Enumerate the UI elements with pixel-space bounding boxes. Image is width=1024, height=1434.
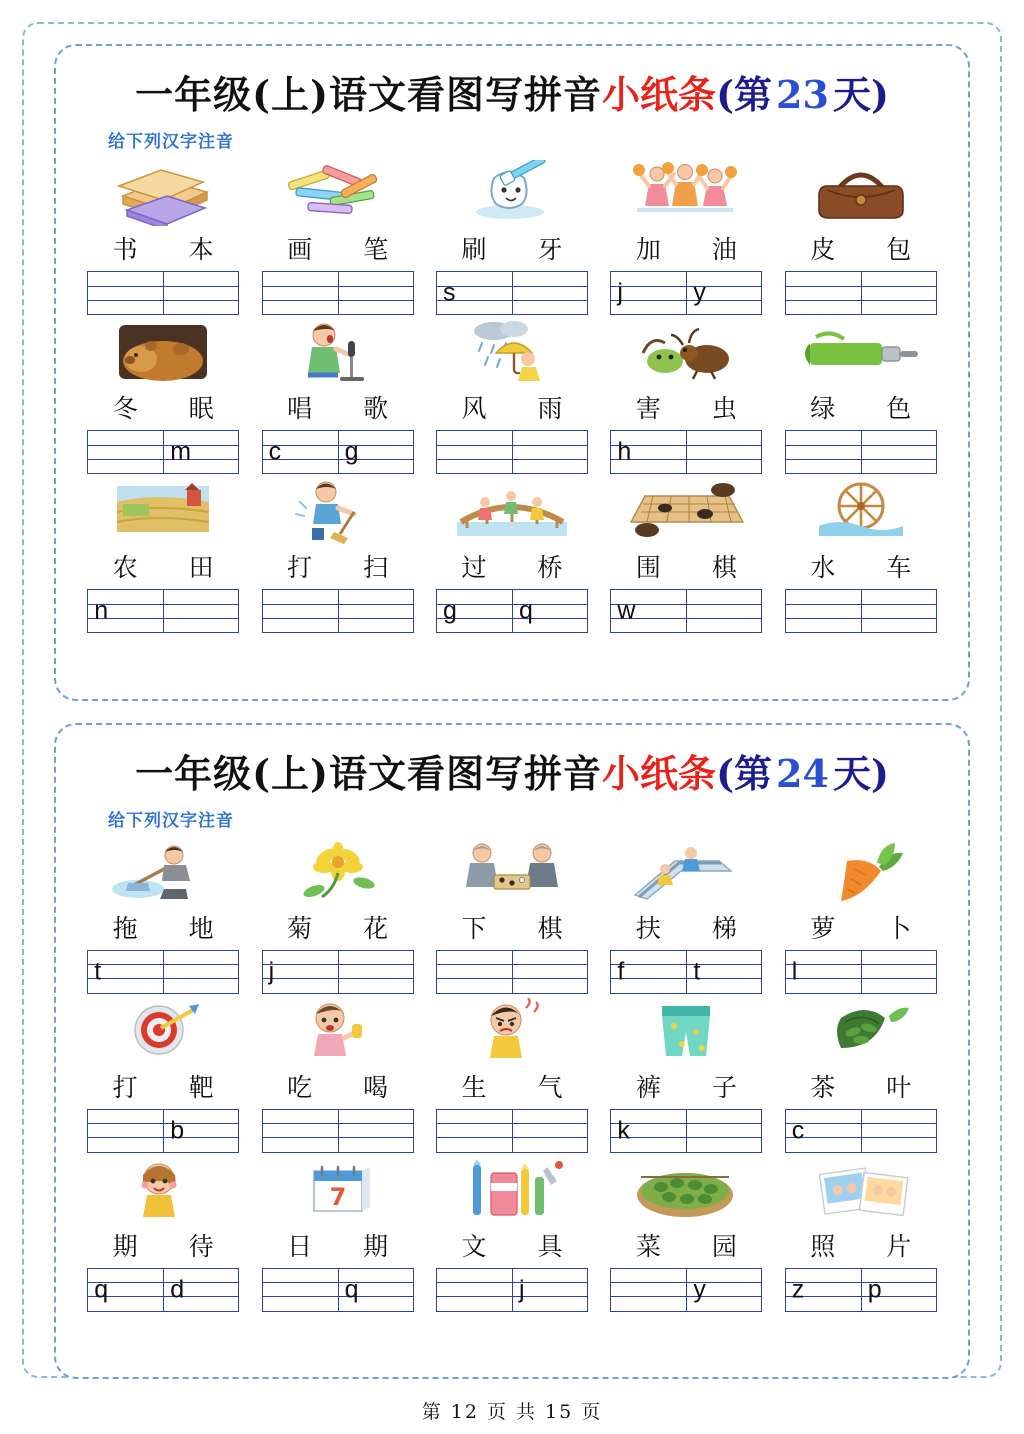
exercise-item	[603, 837, 769, 994]
char-2: 桥	[537, 553, 563, 582]
exercise-item	[778, 158, 944, 315]
pinyin-cell-1[interactable]	[88, 951, 163, 993]
pinyin-answer-box[interactable]	[87, 271, 239, 315]
exercise-item	[778, 996, 944, 1153]
char-1: 生	[461, 1072, 487, 1102]
pinyin-hint-1: n	[94, 596, 109, 625]
pinyin-hint-1: w	[617, 596, 636, 625]
exercise-item	[603, 158, 769, 315]
char-1: 扶	[635, 913, 661, 943]
pinyin-cell-1[interactable]	[263, 951, 338, 993]
pinyin-hint-2: y	[693, 278, 706, 307]
char-1: 日	[287, 1231, 313, 1261]
water-wheel-icon	[785, 476, 937, 546]
pinyin-cell-2[interactable]	[163, 951, 238, 993]
exercise-item	[603, 1155, 769, 1312]
char-2: 棋	[537, 913, 563, 943]
char-2: 虫	[711, 394, 737, 423]
chrysanthemum-icon	[262, 837, 414, 907]
pinyin-cell-2[interactable]	[512, 1110, 587, 1152]
pinyin-cell-1[interactable]	[611, 1110, 686, 1152]
char-2: 喝	[363, 1072, 389, 1102]
word-characters	[436, 548, 588, 584]
pinyin-cell-2[interactable]	[338, 272, 413, 314]
pinyin-answer-box[interactable]	[262, 950, 414, 994]
char-2: 片	[886, 1231, 912, 1261]
word-characters	[785, 548, 937, 584]
exercise-item	[429, 158, 595, 315]
pinyin-hint-2: q	[344, 1275, 359, 1303]
pinyin-answer-box[interactable]	[436, 950, 588, 994]
title-highlight: 小纸条	[602, 750, 717, 796]
exercise-item	[80, 317, 246, 474]
word-characters	[262, 909, 414, 945]
pinyin-hint-2: j	[518, 1275, 525, 1303]
exercise-item	[778, 317, 944, 474]
pinyin-cell-1[interactable]	[263, 1110, 338, 1152]
pinyin-hint-1: t	[94, 957, 102, 985]
word-characters	[436, 230, 588, 266]
char-2: 花	[363, 913, 389, 943]
pinyin-cell-1[interactable]	[786, 951, 861, 993]
pinyin-cell-2[interactable]	[686, 590, 761, 632]
pinyin-answer-box[interactable]	[436, 589, 588, 633]
title-highlight: 小纸条	[602, 72, 717, 117]
expecting-girl-icon	[87, 1155, 239, 1225]
char-2: 棋	[711, 553, 737, 582]
char-1: 菜	[635, 1231, 661, 1261]
pinyin-cell-2[interactable]	[338, 590, 413, 632]
title-paren-open: (第	[716, 72, 773, 117]
pinyin-cell-2[interactable]	[686, 272, 761, 314]
char-2: 扫	[363, 553, 389, 582]
char-2: 靶	[188, 1072, 214, 1102]
word-characters	[610, 1068, 762, 1104]
word-characters	[87, 909, 239, 945]
pinyin-answer-box[interactable]	[610, 950, 762, 994]
pest-bug-icon	[610, 317, 762, 387]
char-2: 地	[188, 913, 214, 943]
char-2: 眠	[188, 394, 214, 423]
word-characters	[87, 1227, 239, 1263]
pinyin-cell-2[interactable]	[686, 1269, 761, 1311]
pinyin-cell-2[interactable]	[686, 1110, 761, 1152]
exercise-grid	[56, 831, 968, 1312]
pinyin-cell-1[interactable]	[786, 590, 861, 632]
exercise-item	[80, 476, 246, 633]
char-1: 冬	[112, 394, 138, 423]
char-1: 画	[287, 235, 313, 264]
pinyin-hint-1: h	[617, 437, 632, 466]
pinyin-answer-box[interactable]	[87, 430, 239, 474]
pinyin-answer-box[interactable]	[87, 950, 239, 994]
char-1: 吃	[287, 1072, 313, 1102]
mopping-icon	[87, 837, 239, 907]
stationery-icon	[436, 1155, 588, 1225]
word-characters	[785, 389, 937, 425]
tea-leaf-icon	[785, 996, 937, 1066]
word-characters	[610, 230, 762, 266]
dart-target-icon	[87, 996, 239, 1066]
title-paren-close: 天)	[832, 750, 889, 796]
title-prefix: 一年级(上)语文看图写拼音	[135, 72, 603, 117]
word-characters	[262, 1227, 414, 1263]
pinyin-cell-1[interactable]	[437, 1269, 512, 1311]
exercise-item	[254, 837, 420, 994]
exercise-item	[429, 317, 595, 474]
char-1: 打	[112, 1072, 138, 1102]
pens-icon	[262, 158, 414, 228]
pinyin-answer-box[interactable]	[785, 589, 937, 633]
pinyin-hint-1: q	[94, 1275, 109, 1303]
pinyin-hint-1: c	[268, 437, 282, 466]
pinyin-cell-1[interactable]	[437, 1110, 512, 1152]
angry-boy-icon	[436, 996, 588, 1066]
eating-girl-icon	[262, 996, 414, 1066]
pants-icon	[610, 996, 762, 1066]
pinyin-answer-box[interactable]	[87, 1268, 239, 1312]
exercise-item	[80, 158, 246, 315]
pinyin-cell-2[interactable]	[163, 590, 238, 632]
photos-icon	[785, 1155, 937, 1225]
char-2: 具	[537, 1231, 563, 1261]
pinyin-answer-box[interactable]	[610, 271, 762, 315]
pinyin-cell-1[interactable]	[263, 431, 338, 473]
exercise-item	[80, 996, 246, 1153]
exercise-item	[254, 317, 420, 474]
pinyin-cell-1[interactable]	[611, 951, 686, 993]
hibernating-bear-icon	[87, 317, 239, 387]
char-1: 照	[810, 1231, 836, 1261]
pinyin-cell-1[interactable]	[786, 1269, 861, 1311]
exercise-item	[429, 996, 595, 1153]
char-1: 风	[461, 394, 487, 423]
pinyin-cell-2[interactable]	[861, 431, 936, 473]
pinyin-cell-2[interactable]	[163, 1110, 238, 1152]
word-characters	[87, 1068, 239, 1104]
pinyin-answer-box[interactable]	[610, 589, 762, 633]
char-2: 牙	[537, 235, 563, 264]
word-characters	[262, 548, 414, 584]
pinyin-answer-box[interactable]	[785, 271, 937, 315]
pinyin-answer-box[interactable]	[785, 1109, 937, 1153]
pinyin-answer-box[interactable]	[436, 430, 588, 474]
rain-umbrella-icon	[436, 317, 588, 387]
calendar-icon	[262, 1155, 414, 1225]
page-footer: 第 12 页 共 15 页	[421, 1401, 603, 1423]
char-1: 书	[112, 235, 138, 264]
pinyin-cell-2[interactable]	[861, 1110, 936, 1152]
char-2: 叶	[886, 1072, 912, 1102]
word-characters	[436, 1227, 588, 1263]
pinyin-answer-box[interactable]	[262, 430, 414, 474]
word-characters	[785, 1068, 937, 1104]
word-characters	[262, 230, 414, 266]
char-2: 梯	[711, 913, 737, 943]
char-1: 茶	[810, 1072, 836, 1102]
word-characters	[785, 909, 937, 945]
pinyin-cell-1[interactable]	[786, 272, 861, 314]
word-characters	[610, 548, 762, 584]
char-2: 色	[886, 394, 912, 423]
char-1: 唱	[287, 394, 313, 423]
pinyin-cell-2[interactable]	[338, 1269, 413, 1311]
word-characters	[785, 1227, 937, 1263]
handbag-icon	[785, 158, 937, 228]
pinyin-cell-2[interactable]	[861, 951, 936, 993]
pinyin-cell-1[interactable]	[786, 1110, 861, 1152]
word-characters	[436, 389, 588, 425]
char-1: 围	[635, 553, 661, 582]
char-1: 害	[635, 394, 661, 423]
char-1: 刷	[461, 235, 487, 264]
pinyin-answer-box[interactable]	[436, 1268, 588, 1312]
pinyin-hint-1: l	[791, 957, 798, 985]
escalator-icon	[610, 837, 762, 907]
title-paren-close: 天)	[832, 72, 889, 117]
pinyin-cell-2[interactable]	[338, 1110, 413, 1152]
pinyin-answer-box[interactable]	[262, 589, 414, 633]
pinyin-cell-2[interactable]	[512, 272, 587, 314]
pinyin-cell-2[interactable]	[512, 1269, 587, 1311]
worksheet-card-day-23	[54, 44, 970, 701]
pinyin-cell-1[interactable]	[263, 1269, 338, 1311]
char-2: 车	[886, 553, 912, 582]
pinyin-hint-2: y	[693, 1275, 706, 1303]
worksheet-card-day-24	[54, 723, 970, 1380]
char-1: 加	[635, 235, 661, 264]
pinyin-cell-1[interactable]	[611, 1269, 686, 1311]
playing-chess-icon	[436, 837, 588, 907]
char-1: 拖	[112, 913, 138, 943]
pinyin-cell-2[interactable]	[163, 272, 238, 314]
cheer-icon	[610, 158, 762, 228]
exercise-item	[778, 837, 944, 994]
exercise-grid	[56, 152, 968, 633]
exercise-item	[254, 1155, 420, 1312]
svg-text:7: 7	[329, 1182, 346, 1211]
char-1: 打	[287, 553, 313, 582]
pinyin-cell-1[interactable]	[437, 272, 512, 314]
pinyin-hint-2: b	[170, 1116, 185, 1144]
char-2: 子	[711, 1072, 737, 1102]
exercise-item	[603, 476, 769, 633]
char-1: 过	[461, 553, 487, 582]
word-characters	[610, 389, 762, 425]
char-2: 园	[711, 1231, 737, 1261]
pinyin-answer-box[interactable]	[436, 1109, 588, 1153]
pinyin-cell-2[interactable]	[861, 590, 936, 632]
word-characters	[610, 1227, 762, 1263]
word-characters	[436, 1068, 588, 1104]
exercise-item	[429, 837, 595, 994]
char-2: 卜	[886, 913, 912, 943]
pinyin-cell-2[interactable]	[163, 1269, 238, 1311]
word-characters	[262, 1068, 414, 1104]
word-characters	[87, 389, 239, 425]
carrot-icon	[785, 837, 937, 907]
title-day-number: 24	[776, 750, 829, 796]
pinyin-cell-1[interactable]	[263, 272, 338, 314]
char-1: 下	[461, 913, 487, 943]
pinyin-cell-2[interactable]	[861, 1269, 936, 1311]
pinyin-hint-2: t	[693, 957, 701, 985]
pinyin-cell-2[interactable]	[338, 951, 413, 993]
title-paren-open: (第	[716, 750, 773, 796]
char-2: 包	[886, 235, 912, 264]
word-characters	[87, 548, 239, 584]
title-day-number: 23	[776, 72, 829, 117]
char-1: 绿	[810, 394, 836, 423]
pinyin-cell-2[interactable]	[861, 272, 936, 314]
char-2: 田	[188, 553, 214, 582]
pinyin-hint-2: d	[170, 1275, 185, 1303]
vegetable-garden-icon	[610, 1155, 762, 1225]
pinyin-hint-1: s	[442, 278, 456, 307]
pinyin-cell-1[interactable]	[611, 590, 686, 632]
pinyin-answer-box[interactable]	[262, 1109, 414, 1153]
pinyin-cell-1[interactable]	[88, 431, 163, 473]
singing-boy-icon	[262, 317, 414, 387]
pinyin-hint-2: p	[867, 1275, 882, 1303]
pinyin-cell-1[interactable]	[437, 590, 512, 632]
pinyin-cell-2[interactable]	[163, 431, 238, 473]
exercise-item	[80, 1155, 246, 1312]
pinyin-cell-2[interactable]	[512, 951, 587, 993]
pinyin-hint-1: j	[617, 278, 623, 307]
pinyin-cell-2[interactable]	[338, 431, 413, 473]
char-2: 本	[188, 235, 214, 264]
char-1: 菊	[287, 913, 313, 943]
green-paint-icon	[785, 317, 937, 387]
exercise-item	[603, 996, 769, 1153]
word-characters	[87, 230, 239, 266]
char-2: 油	[711, 235, 737, 264]
exercise-item	[778, 1155, 944, 1312]
pinyin-cell-1[interactable]	[437, 951, 512, 993]
pinyin-hint-1: c	[791, 1116, 805, 1144]
exercise-item	[254, 158, 420, 315]
pinyin-answer-box[interactable]	[262, 271, 414, 315]
pinyin-cell-1[interactable]	[88, 590, 163, 632]
title-prefix: 一年级(上)语文看图写拼音	[135, 750, 603, 796]
pinyin-cell-1[interactable]	[611, 272, 686, 314]
pinyin-hint-2: m	[170, 437, 192, 466]
exercise-item	[429, 1155, 595, 1312]
pinyin-answer-box[interactable]	[262, 1268, 414, 1312]
char-2: 待	[188, 1231, 214, 1261]
char-1: 水	[810, 553, 836, 582]
sweeping-boy-icon	[262, 476, 414, 546]
farm-field-icon	[87, 476, 239, 546]
books-icon	[87, 158, 239, 228]
card-subtitle: 给下列汉字注音	[108, 810, 234, 830]
char-1: 文	[461, 1231, 487, 1261]
card-title	[56, 743, 968, 798]
pinyin-hint-1: k	[617, 1116, 630, 1144]
pinyin-hint-1: j	[268, 957, 275, 985]
pinyin-cell-1[interactable]	[263, 590, 338, 632]
exercise-item	[429, 476, 595, 633]
pinyin-cell-1[interactable]	[437, 431, 512, 473]
exercise-item	[778, 476, 944, 633]
pinyin-hint-1: z	[791, 1275, 805, 1303]
char-2: 歌	[363, 394, 389, 423]
char-2: 笔	[363, 235, 389, 264]
char-1: 农	[112, 553, 138, 582]
pinyin-cell-2[interactable]	[686, 431, 761, 473]
pinyin-answer-box[interactable]	[87, 1109, 239, 1153]
exercise-item	[603, 317, 769, 474]
pinyin-cell-1[interactable]	[88, 1110, 163, 1152]
char-1: 裤	[635, 1072, 661, 1102]
pinyin-answer-box[interactable]	[87, 589, 239, 633]
pinyin-answer-box[interactable]	[436, 271, 588, 315]
exercise-item	[254, 996, 420, 1153]
pinyin-cell-2[interactable]	[512, 431, 587, 473]
pinyin-answer-box[interactable]	[610, 430, 762, 474]
pinyin-answer-box[interactable]	[610, 1268, 762, 1312]
char-1: 皮	[810, 235, 836, 264]
exercise-item	[254, 476, 420, 633]
pinyin-hint-2: g	[344, 437, 359, 466]
char-2: 雨	[537, 394, 563, 423]
toothbrush-icon	[436, 158, 588, 228]
char-1: 萝	[810, 913, 836, 943]
bridge-icon	[436, 476, 588, 546]
go-board-icon	[610, 476, 762, 546]
pinyin-hint-1: g	[442, 596, 457, 625]
pinyin-cell-1[interactable]	[88, 272, 163, 314]
pinyin-cell-2[interactable]	[512, 590, 587, 632]
pinyin-answer-box[interactable]	[610, 1109, 762, 1153]
pinyin-answer-box[interactable]	[785, 1268, 937, 1312]
card-subtitle: 给下列汉字注音	[108, 132, 234, 151]
pinyin-answer-box[interactable]	[785, 950, 937, 994]
word-characters	[262, 389, 414, 425]
pinyin-cell-1[interactable]	[611, 431, 686, 473]
word-characters	[436, 909, 588, 945]
pinyin-hint-1: f	[617, 957, 625, 985]
pinyin-answer-box[interactable]	[785, 430, 937, 474]
word-characters	[785, 230, 937, 266]
char-1: 期	[112, 1231, 138, 1261]
char-2: 气	[537, 1072, 563, 1102]
pinyin-cell-1[interactable]	[88, 1269, 163, 1311]
pinyin-cell-1[interactable]	[786, 431, 861, 473]
word-characters	[610, 909, 762, 945]
card-title	[56, 64, 968, 119]
pinyin-cell-2[interactable]	[686, 951, 761, 993]
exercise-item	[80, 837, 246, 994]
char-2: 期	[363, 1231, 389, 1261]
pinyin-hint-2: q	[518, 596, 533, 625]
